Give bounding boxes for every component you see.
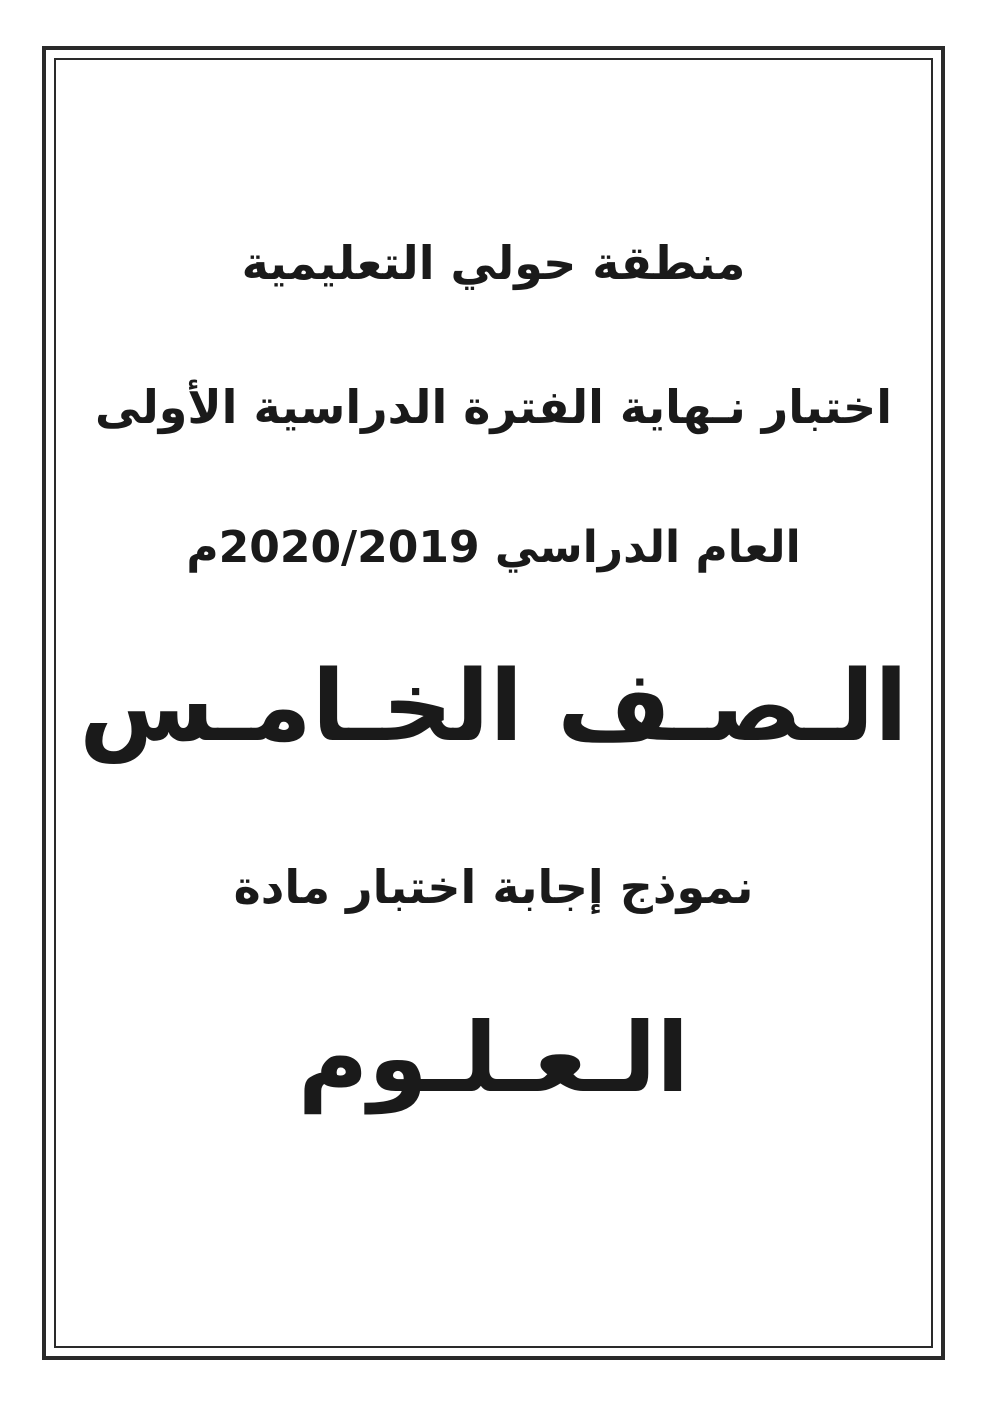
education-region-heading: منطقة حولي التعليمية [241, 236, 746, 290]
grade-title: الـصـف الخـامـس [79, 650, 908, 764]
academic-year: العام الدراسي 2020/2019م [186, 522, 801, 573]
exam-title: اختبار نـهاية الفترة الدراسية الأولى [95, 380, 892, 434]
answer-model-label: نموذج إجابة اختبار مادة [233, 860, 754, 914]
subject-title: الـعـلـوم [297, 1002, 690, 1114]
